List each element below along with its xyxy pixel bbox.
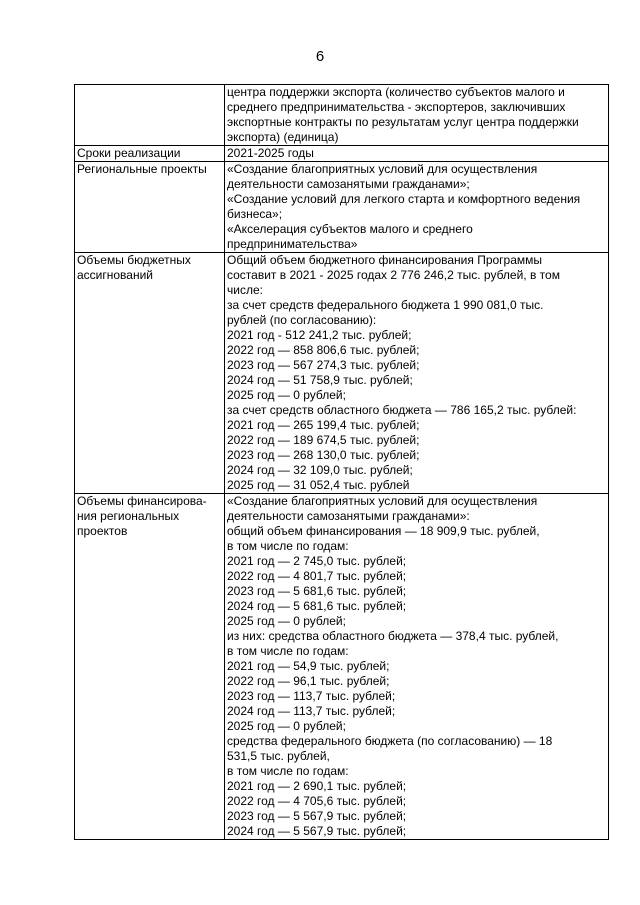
row-value-line: 2023 год — 5 567,9 тыс. рублей; (227, 809, 407, 823)
row-value-line: 2023 год — 113,7 тыс. рублей; (227, 689, 396, 703)
row-value-cell (225, 162, 609, 253)
row-value-line: 2022 год — 4 705,6 тыс. рублей; (227, 794, 407, 808)
row-value-line: «Создание благоприятных условий для осуществления (227, 494, 538, 508)
row-value-line: числе: (227, 283, 263, 297)
row-label-line: проектов (77, 524, 128, 538)
row-value-line: 2022 год — 189 674,5 тыс. рублей; (227, 433, 420, 447)
row-value-cell (225, 146, 609, 162)
row-value-line: 2024 год — 5 567,9 тыс. рублей; (227, 824, 407, 838)
table-body (75, 85, 609, 840)
row-value-line: 2024 год — 51 758,9 тыс. рублей; (227, 373, 413, 387)
row-value-line: 2023 год — 268 130,0 тыс. рублей; (227, 448, 420, 462)
row-label-cell (75, 146, 225, 162)
row-value-line: 2025 год — 0 рублей; (227, 719, 346, 733)
table-row (75, 494, 609, 840)
row-value-line: в том числе по годам: (227, 539, 349, 553)
row-value-line: центра поддержки экспорта (количество субъектов малого и (227, 85, 565, 99)
row-value-line: 2025 год — 31 052,4 тыс. рублей (227, 478, 410, 492)
row-value-line: 2022 год — 96,1 тыс. рублей; (227, 674, 390, 688)
program-passport-table (74, 84, 609, 840)
row-value-line: 2025 год — 0 рублей; (227, 388, 346, 402)
row-value-line: 2021 год — 265 199,4 тыс. рублей; (227, 418, 420, 432)
row-value-line: составит в 2021 - 2025 годах 2 776 246,2 тыс. рублей, в том (227, 268, 560, 282)
row-label-line: Сроки реализации (77, 146, 181, 160)
row-value-line: средства федерального бюджета (по согласованию) — 18 (227, 734, 553, 748)
row-value-line: общий объем финансирования — 18 909,9 тыс. рублей, (227, 524, 540, 538)
table-row (75, 146, 609, 162)
row-value-cell (225, 494, 609, 840)
row-value-cell (225, 253, 609, 494)
row-label-line: Объемы финансирова- (77, 494, 207, 508)
row-value-line: 2023 год — 5 681,6 тыс. рублей; (227, 584, 407, 598)
table-row (75, 253, 609, 494)
row-value-line: 2024 год — 5 681,6 тыс. рублей; (227, 599, 407, 613)
row-value-line: 2022 год — 4 801,7 тыс. рублей; (227, 569, 407, 583)
row-value-line: за счет средств областного бюджета — 786 165,2 тыс. рублей: (227, 403, 577, 417)
row-value-line: 2022 год — 858 806,6 тыс. рублей; (227, 343, 420, 357)
row-value-line: «Создание условий для легкого старта и комфортного ведения (227, 192, 581, 206)
row-value-line: 2021 год — 54,9 тыс. рублей; (227, 659, 390, 673)
table-row (75, 162, 609, 253)
row-value-line: за счет средств федерального бюджета 1 990 081,0 тыс. (227, 298, 544, 312)
row-label-line: Объемы бюджетных (77, 253, 191, 267)
row-value-line: в том числе по годам: (227, 764, 349, 778)
row-value-line: из них: средства областного бюджета — 378,4 тыс. рублей, (227, 629, 559, 643)
row-label-cell (75, 494, 225, 840)
row-value-line: в том числе по годам: (227, 644, 349, 658)
row-value-line: Общий объем бюджетного финансирования Программы (227, 253, 543, 267)
row-value-line: «Акселерация субъектов малого и среднего (227, 222, 473, 236)
row-value-line: среднего предпринимательства - экспортеров, заключивших (227, 100, 566, 114)
row-value-line: 2021 год — 2 690,1 тыс. рублей; (227, 779, 407, 793)
row-value-line: деятельности самозанятыми гражданами»: (227, 509, 470, 523)
row-value-line: «Создание благоприятных условий для осуществления (227, 162, 538, 176)
row-value-line: 2021 год — 2 745,0 тыс. рублей; (227, 554, 407, 568)
row-value-line: бизнеса»; (227, 207, 283, 221)
row-label-line: ния региональных (77, 509, 180, 523)
row-value-line: 2023 год — 567 274,3 тыс. рублей; (227, 358, 420, 372)
row-value-line: 2021 год - 512 241,2 тыс. рублей; (227, 328, 412, 342)
row-label-line: ассигнований (77, 268, 154, 282)
row-label-cell (75, 85, 225, 146)
row-value-line: экспорта) (единица) (227, 130, 339, 144)
page-number: 6 (315, 48, 325, 65)
row-value-line: рублей (по согласованию): (227, 313, 377, 327)
row-value-line: 2021-2025 годы (227, 146, 314, 160)
row-value-line: 531,5 тыс. рублей, (227, 749, 330, 763)
row-value-line: 2025 год — 0 рублей; (227, 614, 346, 628)
row-label-line: Региональные проекты (77, 162, 207, 176)
row-label-cell (75, 162, 225, 253)
row-label-cell (75, 253, 225, 494)
row-value-line: предпринимательства» (227, 237, 358, 251)
row-value-line: 2024 год — 32 109,0 тыс. рублей; (227, 463, 413, 477)
table-row (75, 85, 609, 146)
row-value-line: деятельности самозанятыми гражданами»; (227, 177, 470, 191)
row-value-line: экспортные контракты по результатам услуг центра поддержки (227, 115, 579, 129)
row-value-line: 2024 год — 113,7 тыс. рублей; (227, 704, 396, 718)
row-value-cell (225, 85, 609, 146)
